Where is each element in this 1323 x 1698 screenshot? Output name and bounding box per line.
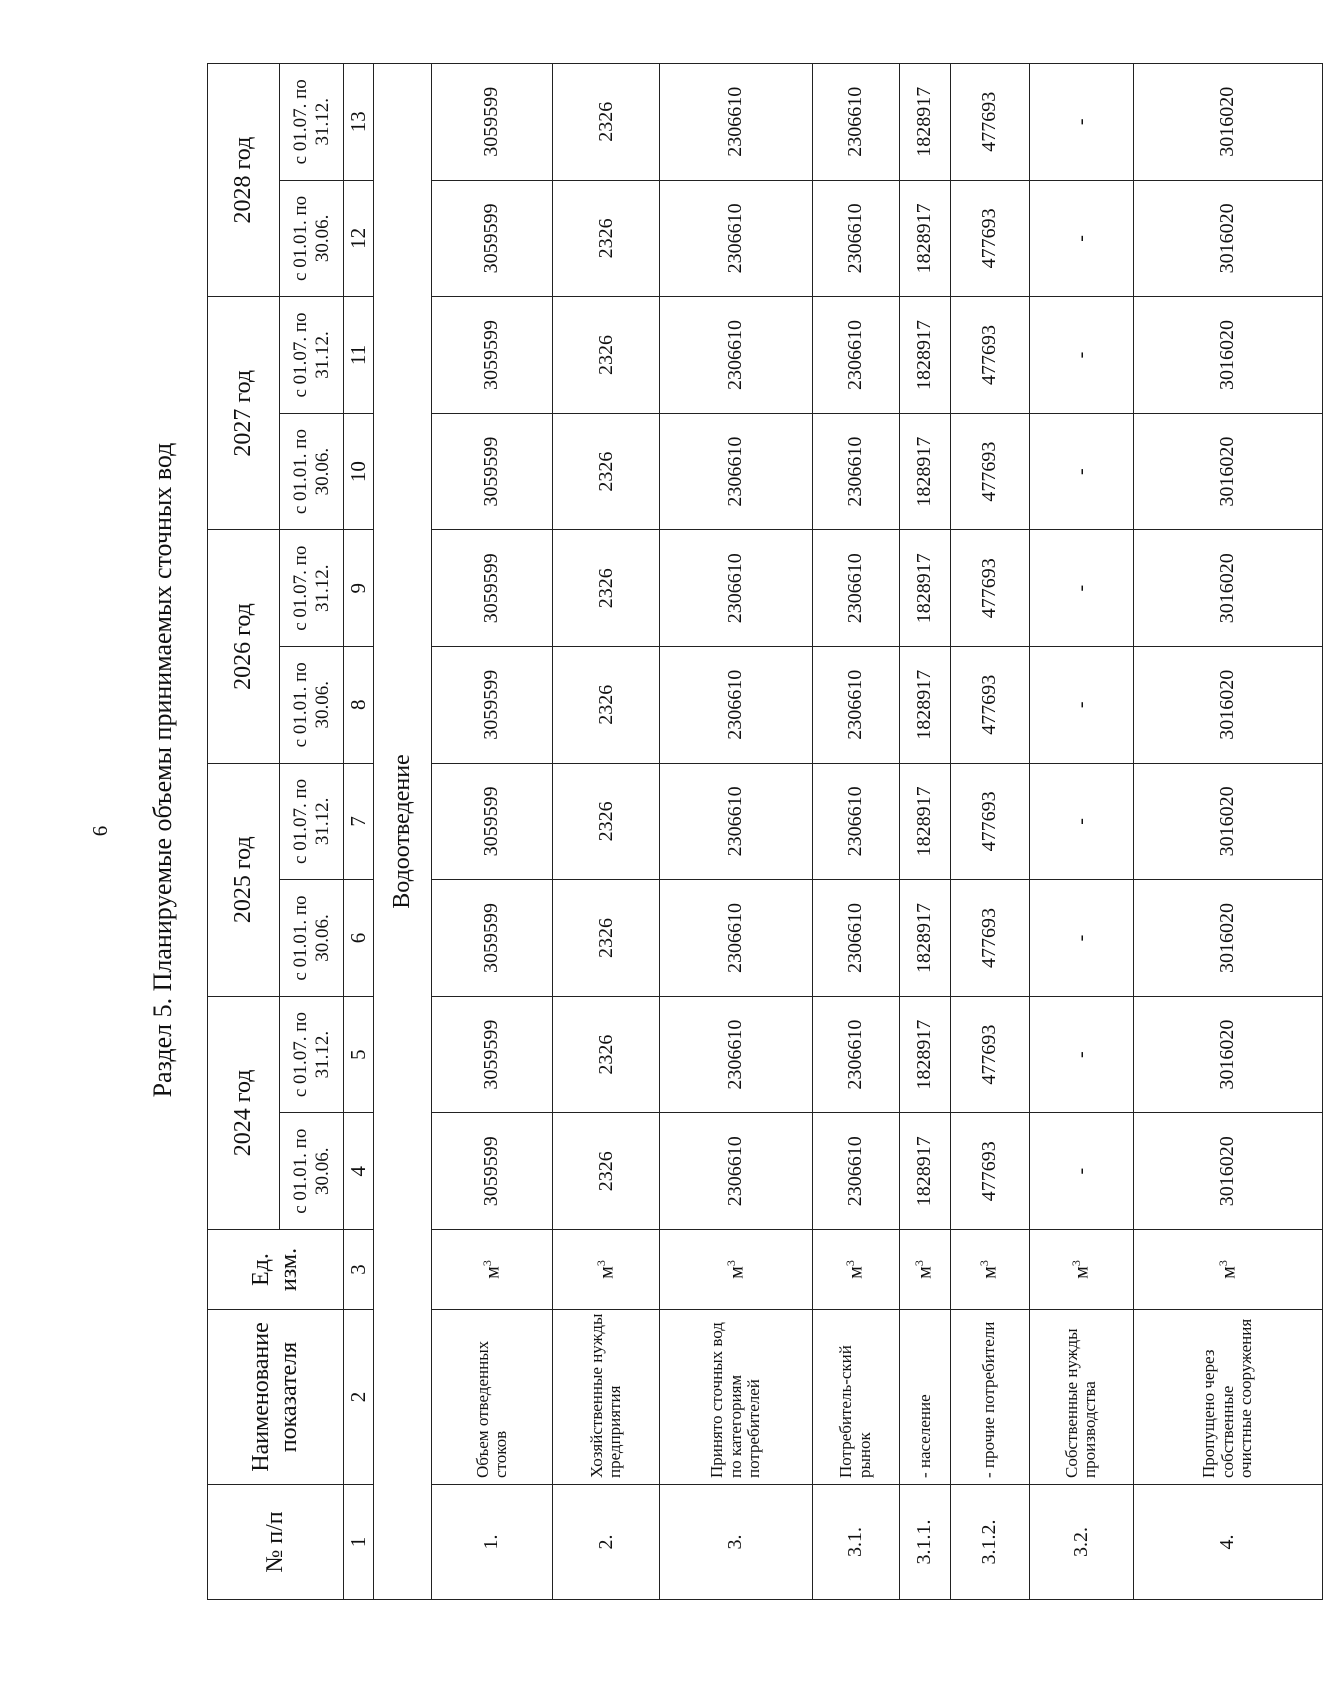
row-number: 4. [1133,1485,1322,1600]
indicator-name: - население [899,1310,950,1485]
value-cell: 2306610 [660,1113,812,1230]
value-cell: 3016020 [1133,413,1322,530]
value-cell: - [1029,647,1133,764]
value-cell: 477693 [950,996,1029,1113]
column-number: 8 [344,647,374,764]
period-second-half: с 01.07. по 31.12. [280,63,344,180]
value-cell: 3059599 [431,880,552,997]
value-cell: 1828917 [899,996,950,1113]
table-header [208,63,374,1599]
unit-cell [1029,1230,1133,1310]
value-cell: 3059599 [431,1113,552,1230]
value-cell: 2326 [553,180,660,297]
table-row [1029,63,1133,1599]
value-cell: 2306610 [812,647,899,764]
value-cell: 3016020 [1133,180,1322,297]
value-cell: 3059599 [431,297,552,414]
value-cell: 477693 [950,297,1029,414]
value-cell: 2306610 [660,530,812,647]
column-number: 1 [344,1485,374,1600]
value-cell: 3059599 [431,413,552,530]
unit-base: м [1070,1266,1093,1279]
value-cell: 3059599 [431,180,552,297]
period-first-half: с 01.01. по 30.06. [280,647,344,764]
value-cell: 477693 [950,413,1029,530]
value-cell: 1828917 [899,297,950,414]
value-cell: 3016020 [1133,880,1322,997]
row-number: 3.1.2. [950,1485,1029,1600]
value-cell: 3016020 [1133,63,1322,180]
value-cell: 2306610 [812,63,899,180]
indicator-name: Собственные нужды производства [1029,1310,1133,1485]
unit-base: м [595,1266,618,1279]
indicator-name: Пропущено через собственные очистные сооружения [1133,1310,1322,1485]
period-second-half: с 01.07. по 31.12. [280,530,344,647]
column-number: 6 [344,880,374,997]
value-cell: 2326 [553,763,660,880]
header-year-2024: 2024 год [208,996,280,1229]
column-number: 4 [344,1113,374,1230]
value-cell: 3016020 [1133,1113,1322,1230]
value-cell: 1828917 [899,1113,950,1230]
table-row [899,63,950,1599]
row-number: 1. [431,1485,552,1600]
value-cell: - [1029,413,1133,530]
header-year-2027: 2027 год [208,297,280,530]
unit-cell [950,1230,1029,1310]
wastewater-table-container [207,64,1323,1600]
row-number: 3.1.1. [899,1485,950,1600]
unit-cell [660,1230,812,1310]
period-first-half: с 01.01. по 30.06. [280,180,344,297]
value-cell: 3016020 [1133,297,1322,414]
indicator-name: Хозяйственные нужды предприятия [553,1310,660,1485]
value-cell: 2306610 [812,763,899,880]
value-cell: 2306610 [812,1113,899,1230]
unit-power: 3 [1215,1260,1230,1267]
value-cell: 2306610 [812,530,899,647]
header-year-2026: 2026 год [208,530,280,763]
header-year-2028: 2028 год [208,63,280,296]
value-cell: 3059599 [431,996,552,1113]
value-cell: 3016020 [1133,530,1322,647]
value-cell: 2326 [553,880,660,997]
value-cell: 2306610 [812,996,899,1113]
row-number: 3.1. [812,1485,899,1600]
value-cell: 2306610 [660,763,812,880]
indicator-name: Принято сточных вод по категориям потребителей [660,1310,812,1485]
value-cell: 2306610 [660,880,812,997]
value-cell: 2306610 [660,63,812,180]
page-number: 6 [88,825,112,837]
indicator-name: - прочие потребители [950,1310,1029,1485]
unit-power: 3 [723,1260,738,1267]
unit-power: 3 [977,1260,992,1267]
value-cell: 3016020 [1133,647,1322,764]
table-body [374,63,1323,1599]
unit-power: 3 [593,1260,608,1267]
value-cell: - [1029,63,1133,180]
column-number: 11 [344,297,374,414]
row-number: 3. [660,1485,812,1600]
row-number: 2. [553,1485,660,1600]
value-cell: 2326 [553,63,660,180]
value-cell: 3059599 [431,530,552,647]
value-cell: 477693 [950,530,1029,647]
value-cell: 477693 [950,180,1029,297]
period-first-half: с 01.01. по 30.06. [280,880,344,997]
unit-base: м [914,1266,937,1279]
value-cell: 2306610 [812,413,899,530]
value-cell: 3016020 [1133,763,1322,880]
value-cell: 2326 [553,530,660,647]
table-row [553,63,660,1599]
column-number: 13 [344,63,374,180]
value-cell: 477693 [950,880,1029,997]
row-number: 3.2. [1029,1485,1133,1600]
value-cell: 3059599 [431,63,552,180]
table-row [950,63,1029,1599]
table-row [660,63,812,1599]
indicator-name: Объем отведенных стоков [431,1310,552,1485]
header-name: Наименование показателя [208,1310,344,1485]
period-second-half: с 01.07. по 31.12. [280,996,344,1113]
value-cell: - [1029,996,1133,1113]
value-cell: 477693 [950,647,1029,764]
column-number: 5 [344,996,374,1113]
header-year-2025: 2025 год [208,763,280,996]
column-number: 10 [344,413,374,530]
column-number: 2 [344,1310,374,1485]
unit-base: м [481,1266,504,1279]
value-cell: 2326 [553,297,660,414]
column-number: 9 [344,530,374,647]
unit-base: м [978,1266,1001,1279]
unit-cell [1133,1230,1322,1310]
value-cell: - [1029,763,1133,880]
value-cell: - [1029,180,1133,297]
value-cell: 1828917 [899,413,950,530]
table-row [1133,63,1322,1599]
value-cell: 3059599 [431,763,552,880]
value-cell: 2306610 [660,647,812,764]
value-cell: 1828917 [899,63,950,180]
unit-cell [553,1230,660,1310]
value-cell: 2326 [553,996,660,1113]
value-cell: 2306610 [660,996,812,1113]
value-cell: 2326 [553,647,660,764]
page-title: Раздел 5. Планируемые объемы принимаемых сточных вод [148,442,177,1098]
indicator-name: Потребитель-ский рынок [812,1310,899,1485]
value-cell: - [1029,530,1133,647]
header-num: № п/п [208,1485,344,1600]
value-cell: - [1029,297,1133,414]
value-cell: 477693 [950,763,1029,880]
period-second-half: с 01.07. по 31.12. [280,763,344,880]
value-cell: 2306610 [660,297,812,414]
value-cell: 2306610 [812,880,899,997]
value-cell: - [1029,1113,1133,1230]
period-second-half: с 01.07. по 31.12. [280,297,344,414]
column-number: 3 [344,1230,374,1310]
unit-cell [812,1230,899,1310]
value-cell: 2306610 [660,180,812,297]
table-row [431,63,552,1599]
header-unit: Ед. изм. [208,1230,344,1310]
value-cell: 1828917 [899,880,950,997]
value-cell: 1828917 [899,763,950,880]
value-cell: 1828917 [899,647,950,764]
unit-power: 3 [479,1260,494,1267]
period-first-half: с 01.01. по 30.06. [280,1113,344,1230]
unit-base: м [1217,1266,1240,1279]
value-cell: 477693 [950,63,1029,180]
value-cell: 2306610 [812,297,899,414]
section-row [374,63,432,1599]
value-cell: 3016020 [1133,996,1322,1113]
unit-cell [899,1230,950,1310]
table-row [812,63,899,1599]
value-cell: 1828917 [899,530,950,647]
column-number-row [344,63,374,1599]
period-first-half: с 01.01. по 30.06. [280,413,344,530]
value-cell: 2326 [553,1113,660,1230]
column-number: 12 [344,180,374,297]
value-cell: - [1029,880,1133,997]
value-cell: 2326 [553,413,660,530]
value-cell: 2306610 [812,180,899,297]
value-cell: 1828917 [899,180,950,297]
unit-power: 3 [912,1260,927,1267]
unit-power: 3 [843,1260,858,1267]
value-cell: 477693 [950,1113,1029,1230]
section-label: Водоотведение [374,63,432,1599]
value-cell: 2306610 [660,413,812,530]
unit-base: м [845,1266,868,1279]
unit-cell [431,1230,552,1310]
value-cell: 3059599 [431,647,552,764]
unit-base: м [725,1266,748,1279]
column-number: 7 [344,763,374,880]
wastewater-volume-table [207,63,1323,1600]
unit-power: 3 [1068,1260,1083,1267]
